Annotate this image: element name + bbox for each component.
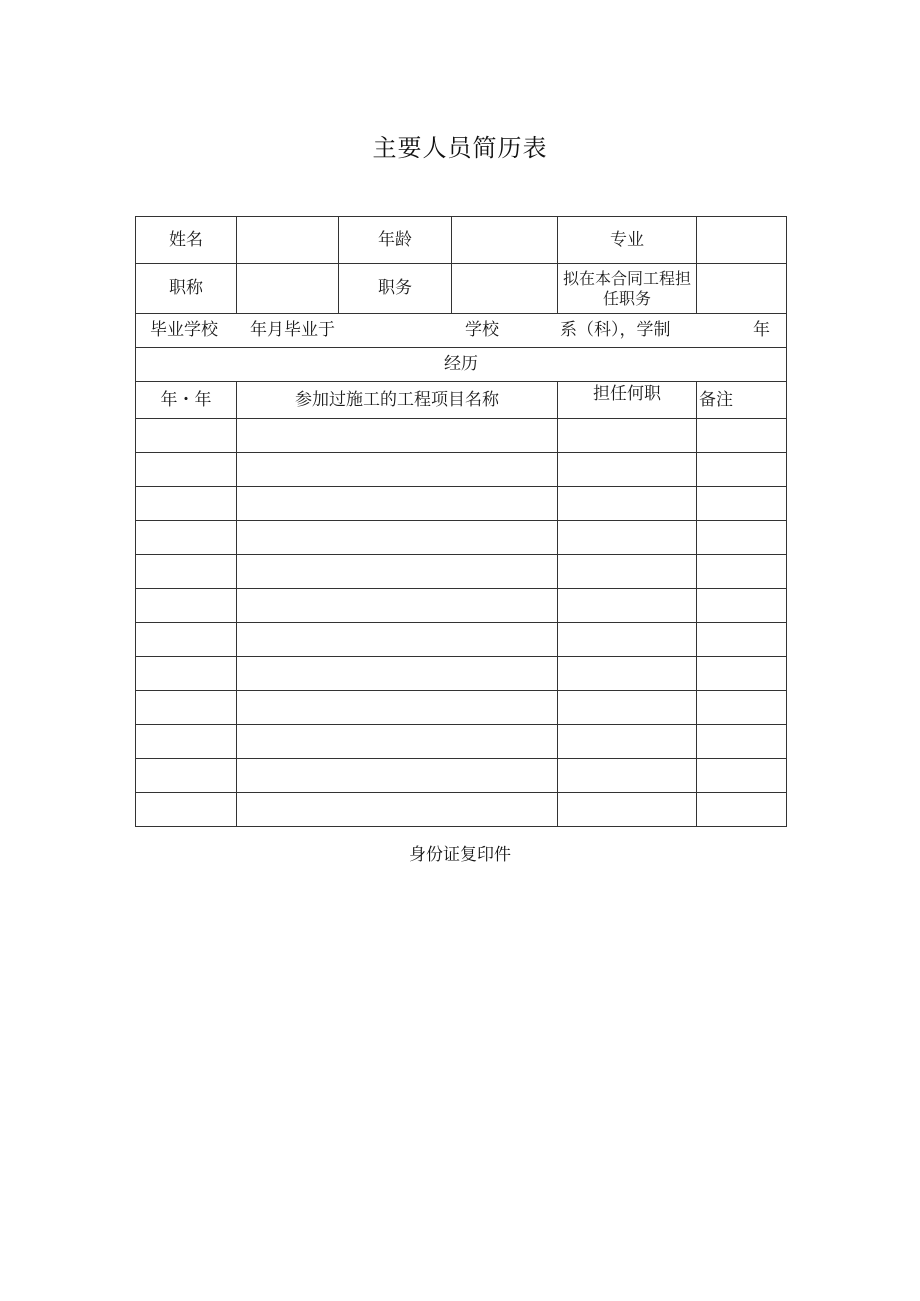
experience-remarks-cell[interactable] — [697, 555, 787, 589]
experience-columns-row — [136, 382, 787, 419]
experience-remarks-cell[interactable] — [697, 521, 787, 555]
graduation-row — [136, 314, 787, 348]
id-copy-label: 身份证复印件 — [409, 845, 511, 865]
experience-years-cell[interactable] — [136, 691, 237, 725]
experience-row — [136, 555, 787, 589]
experience-remarks-cell[interactable] — [697, 657, 787, 691]
resume-table — [135, 216, 787, 827]
experience-role-cell[interactable] — [558, 487, 697, 521]
experience-years-cell[interactable] — [136, 657, 237, 691]
experience-remarks-cell[interactable] — [697, 793, 787, 827]
experience-project-cell[interactable] — [237, 725, 558, 759]
professional-title-label: 职称 — [136, 264, 237, 314]
experience-role-cell[interactable] — [558, 589, 697, 623]
experience-years-cell[interactable] — [136, 589, 237, 623]
page-title: 主要人员简历表 — [372, 134, 548, 162]
experience-project-cell[interactable] — [237, 657, 558, 691]
experience-years-cell[interactable] — [136, 487, 237, 521]
planned-role-label: 拟在本合同工程担任职务 — [558, 264, 697, 314]
graduation-school-text: 学校 — [465, 320, 499, 341]
experience-role-cell[interactable] — [558, 419, 697, 453]
personal-info-row — [136, 217, 787, 264]
experience-row — [136, 657, 787, 691]
experience-row — [136, 521, 787, 555]
experience-role-cell[interactable] — [558, 759, 697, 793]
experience-header-row — [136, 348, 787, 382]
experience-row — [136, 419, 787, 453]
experience-row — [136, 589, 787, 623]
experience-row — [136, 623, 787, 657]
graduation-cell[interactable] — [136, 314, 787, 348]
experience-years-cell[interactable] — [136, 759, 237, 793]
position-label: 职务 — [339, 264, 452, 314]
experience-years-cell[interactable] — [136, 521, 237, 555]
experience-remarks-cell[interactable] — [697, 487, 787, 521]
experience-project-cell[interactable] — [237, 793, 558, 827]
experience-remarks-cell[interactable] — [697, 453, 787, 487]
major-label: 专业 — [558, 217, 697, 264]
experience-remarks-cell[interactable] — [697, 725, 787, 759]
experience-row — [136, 691, 787, 725]
experience-role-cell[interactable] — [558, 657, 697, 691]
position-field[interactable] — [452, 264, 558, 314]
experience-project-cell[interactable] — [237, 419, 558, 453]
experience-years-cell[interactable] — [136, 623, 237, 657]
experience-role-cell[interactable] — [558, 691, 697, 725]
experience-project-cell[interactable] — [237, 487, 558, 521]
experience-role-cell[interactable] — [558, 793, 697, 827]
experience-project-cell[interactable] — [237, 759, 558, 793]
experience-remarks-cell[interactable] — [697, 759, 787, 793]
age-field[interactable] — [452, 217, 558, 264]
experience-project-cell[interactable] — [237, 453, 558, 487]
experience-years-cell[interactable] — [136, 419, 237, 453]
experience-role-cell[interactable] — [558, 555, 697, 589]
experience-years-cell[interactable] — [136, 793, 237, 827]
experience-remarks-cell[interactable] — [697, 589, 787, 623]
graduation-year-text: 年月毕业于 — [250, 320, 335, 341]
experience-row — [136, 487, 787, 521]
experience-row — [136, 453, 787, 487]
experience-years-cell[interactable] — [136, 555, 237, 589]
experience-role-cell[interactable] — [558, 453, 697, 487]
experience-project-cell[interactable] — [237, 555, 558, 589]
experience-remarks-cell[interactable] — [697, 691, 787, 725]
experience-role-cell[interactable] — [558, 521, 697, 555]
experience-role-cell[interactable] — [558, 623, 697, 657]
graduation-dept-text: 系（科），学制 — [560, 320, 671, 341]
experience-row — [136, 725, 787, 759]
experience-years-cell[interactable] — [136, 453, 237, 487]
experience-remarks-cell[interactable] — [697, 623, 787, 657]
name-field[interactable] — [237, 217, 339, 264]
title-position-row — [136, 264, 787, 314]
professional-title-field[interactable] — [237, 264, 339, 314]
experience-project-cell[interactable] — [237, 589, 558, 623]
experience-header: 经历 — [136, 348, 787, 382]
experience-project-cell[interactable] — [237, 623, 558, 657]
years-column-header: 年・年 — [136, 382, 237, 419]
role-column-header: 担任何职 — [558, 382, 697, 419]
experience-row — [136, 793, 787, 827]
graduation-school-label: 毕业学校 — [150, 320, 218, 341]
graduation-years-unit: 年 — [753, 320, 770, 341]
experience-project-cell[interactable] — [237, 691, 558, 725]
experience-project-cell[interactable] — [237, 521, 558, 555]
experience-role-cell[interactable] — [558, 725, 697, 759]
name-label: 姓名 — [136, 217, 237, 264]
major-field[interactable] — [697, 217, 787, 264]
experience-years-cell[interactable] — [136, 725, 237, 759]
projects-column-header: 参加过施工的工程项目名称 — [237, 382, 558, 419]
experience-remarks-cell[interactable] — [697, 419, 787, 453]
planned-role-field[interactable] — [697, 264, 787, 314]
age-label: 年龄 — [339, 217, 452, 264]
remarks-column-header: 备注 — [697, 382, 787, 419]
experience-row — [136, 759, 787, 793]
